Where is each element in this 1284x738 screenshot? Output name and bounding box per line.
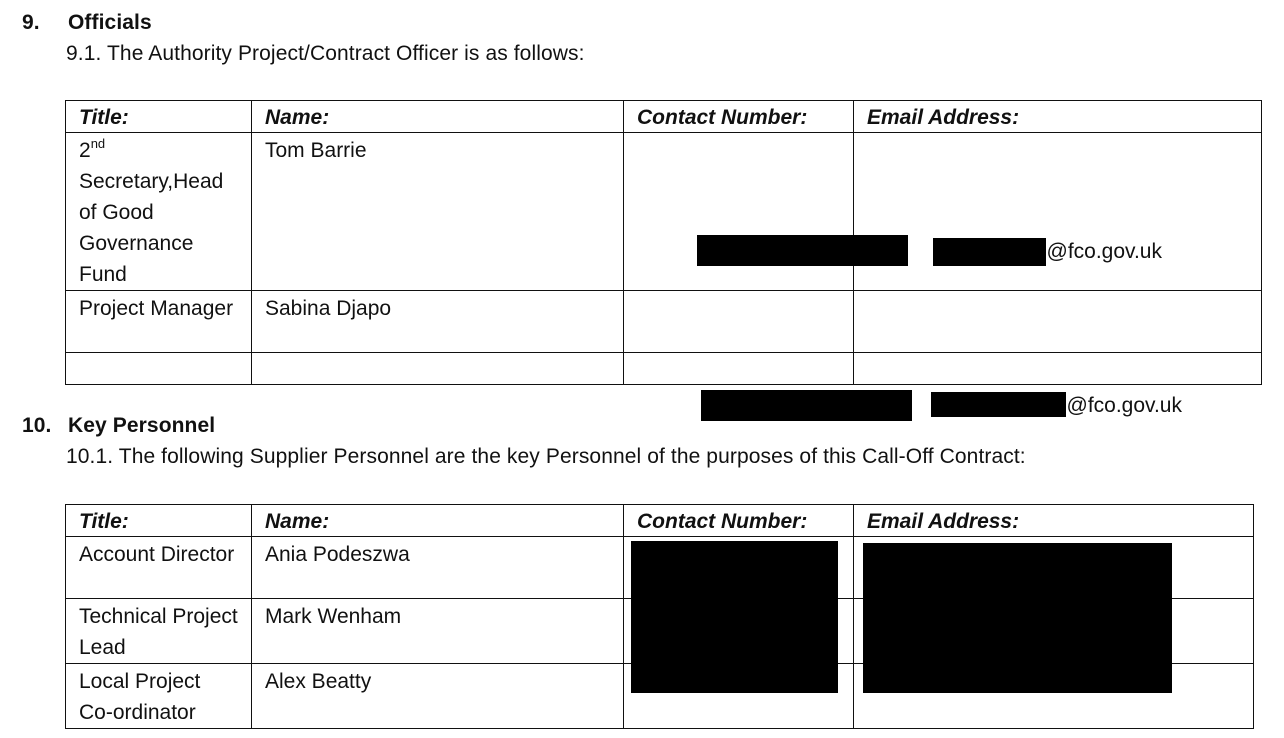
section-9-intro: 9.1. The Authority Project/Contract Officer is as follows: [66,42,585,65]
official-name: Tom Barrie [252,133,624,291]
official-title: Project Manager [66,291,252,353]
header-title: Title: [66,101,252,133]
redacted-contact [697,235,908,266]
header-contact: Contact Number: [624,101,854,133]
personnel-title: Technical Project Lead [66,599,252,664]
official-email [854,133,1262,291]
section-10-number: 10. [22,414,52,437]
official-contact [624,291,854,353]
section-10-intro: 10.1. The following Supplier Personnel are the key Personnel of the purposes of this Call-Off Contract: [66,445,1026,468]
official-name: Sabina Djapo [252,291,624,353]
header-contact: Contact Number: [624,505,854,537]
redacted-email-block [863,543,1172,693]
table-row [66,353,1262,385]
section-9-number: 9. [22,11,40,34]
key-personnel-header-row [66,505,1254,537]
official-email [854,291,1262,417]
header-email: Email Address: [854,505,1254,537]
official-title: 2nd Secretary,Head of Good Governance Fund [66,133,252,291]
header-title: Title: [66,505,252,537]
personnel-title: Local Project Co-ordinator [66,664,252,729]
official-contact [624,133,854,291]
section-9-heading [22,11,152,35]
header-name: Name: [252,505,624,537]
email-suffix: @fco.gov.uk [1066,393,1182,417]
header-email: Email Address: [854,101,1262,133]
section-9-title: Officials [68,11,152,34]
redacted-email [931,392,1066,417]
officials-table [65,100,1262,417]
header-name: Name: [252,101,624,133]
personnel-title: Account Director [66,537,252,599]
ordinal-suffix: nd [90,136,106,151]
section-10-heading [22,414,215,438]
personnel-name: Ania Podeszwa [252,537,624,599]
redacted-email [933,238,1046,266]
table-row [66,291,1262,353]
officials-header-row [66,101,1262,133]
personnel-name: Mark Wenham [252,599,624,664]
personnel-name: Alex Beatty [252,664,624,729]
redacted-contact [701,390,912,421]
table-row [66,133,1262,291]
redacted-contact-block [631,541,838,693]
email-suffix: @fco.gov.uk [1046,239,1162,263]
section-10-title: Key Personnel [68,414,216,437]
